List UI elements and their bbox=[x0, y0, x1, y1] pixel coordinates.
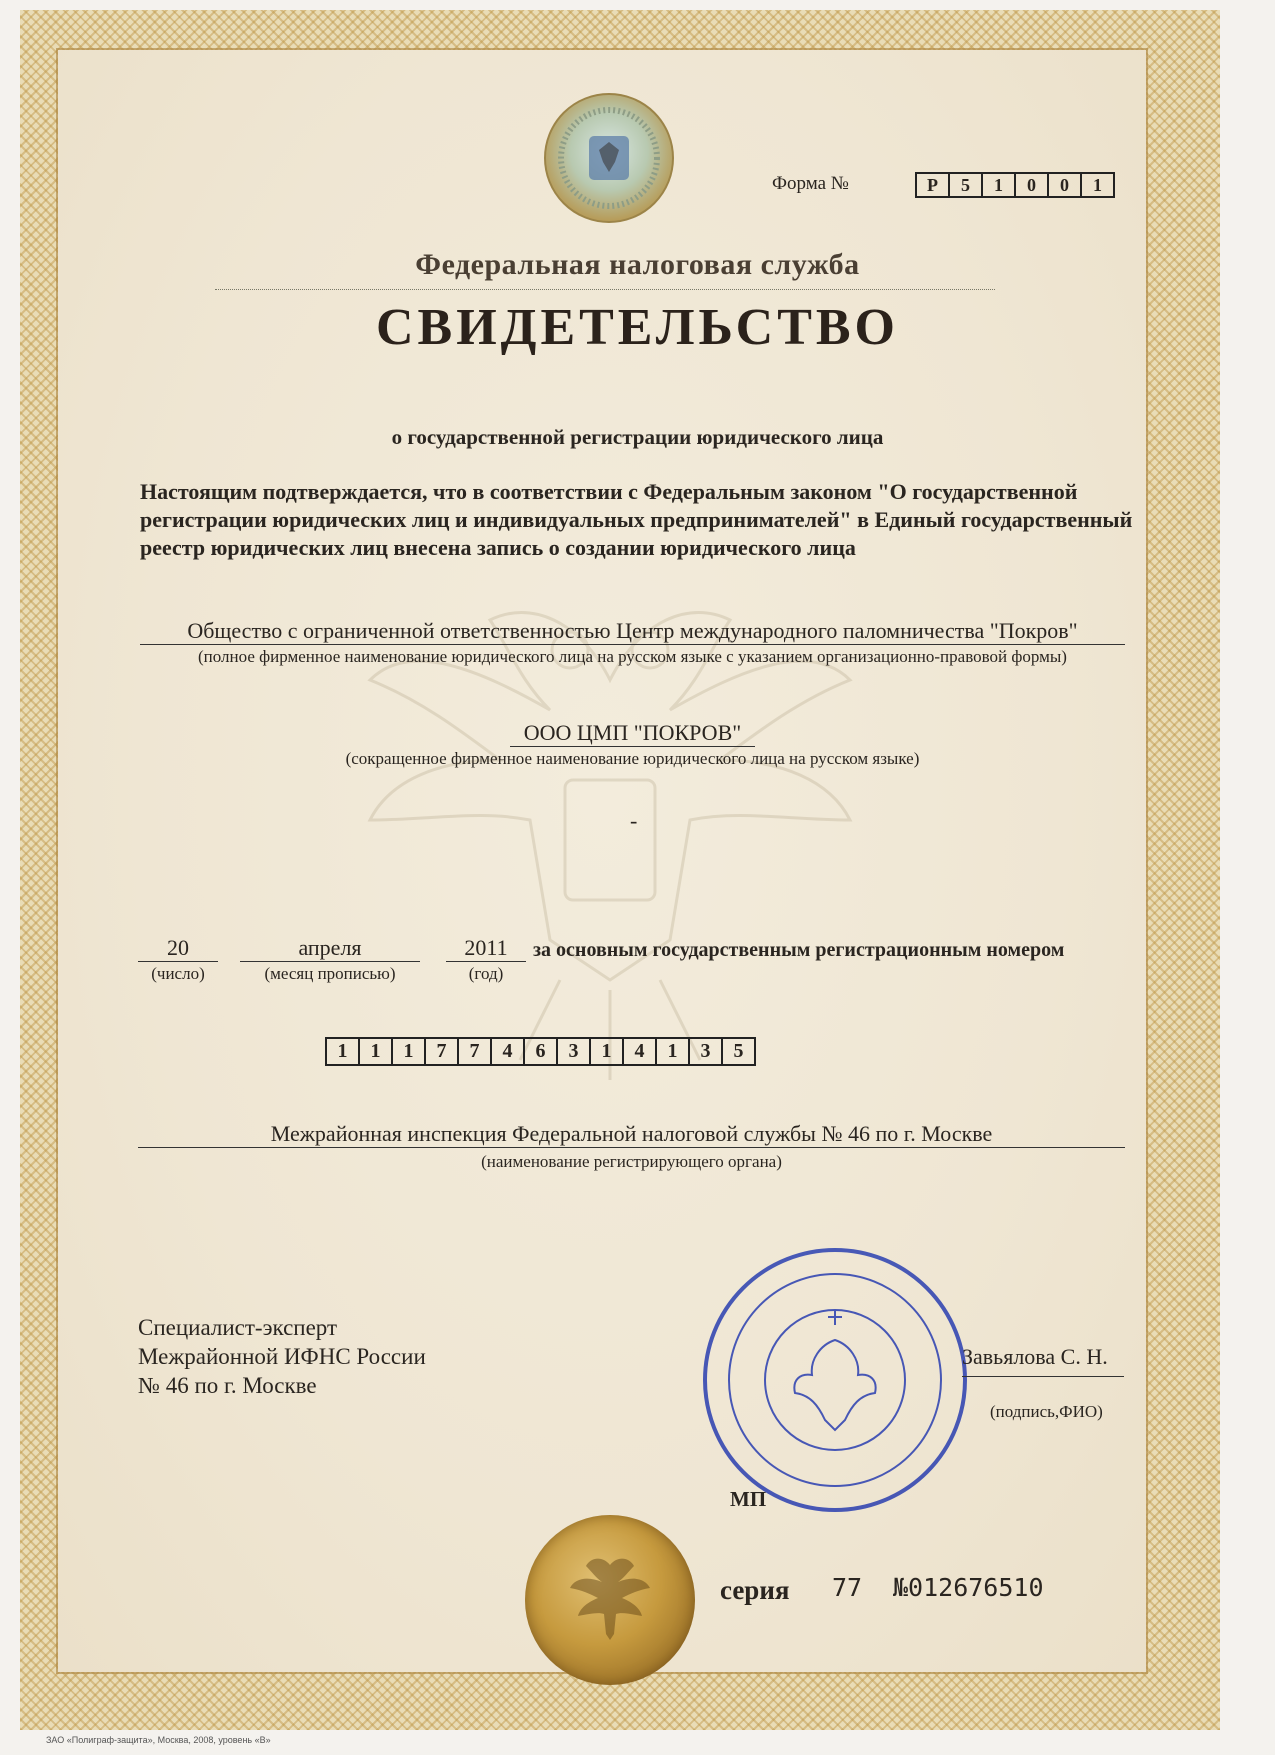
form-code-boxes bbox=[915, 172, 1115, 198]
year-caption: (год) bbox=[468, 964, 504, 983]
official-stamp-icon bbox=[700, 1245, 970, 1515]
registration-year: 2011 bbox=[446, 935, 526, 962]
signer-line-1: Специалист-эксперт bbox=[138, 1315, 338, 1340]
full-name-caption: (полное фирменное наименование юридического лица на русском языке с указанием организационно-правовой формы) bbox=[198, 647, 1067, 666]
printer-imprint: ЗАО «Полиграф-защита», Москва, 2008, уровень «В» bbox=[46, 1735, 271, 1745]
form-code-cell: 1 bbox=[1080, 174, 1113, 196]
ogrn-digit: 6 bbox=[523, 1039, 556, 1064]
month-caption: (месяц прописью) bbox=[264, 964, 396, 983]
series-value: 77 bbox=[832, 1573, 863, 1602]
signature-line bbox=[962, 1376, 1124, 1377]
agency-title: Федеральная налоговая служба bbox=[415, 248, 860, 281]
ogrn-digit: 7 bbox=[424, 1039, 457, 1064]
ogrn-digit: 3 bbox=[688, 1039, 721, 1064]
form-code-cell: Р bbox=[927, 175, 938, 195]
short-company-name: ООО ЦМП "ПОКРОВ" bbox=[510, 720, 755, 747]
foreign-name-placeholder: - bbox=[630, 808, 638, 833]
series-label: серия bbox=[720, 1575, 790, 1605]
authority-caption: (наименование регистрирующего органа) bbox=[481, 1152, 782, 1171]
ogrn-digit: 7 bbox=[457, 1039, 490, 1064]
registration-phrase: за основным государственным регистрационным номером bbox=[533, 939, 1065, 961]
form-label: Форма № bbox=[772, 173, 849, 194]
signer-position bbox=[138, 1313, 426, 1400]
ogrn-digit: 4 bbox=[622, 1039, 655, 1064]
hologram-emblem-icon bbox=[543, 92, 675, 224]
signer-line-2: Межрайонной ИФНС России bbox=[138, 1344, 426, 1369]
dotted-divider bbox=[215, 289, 995, 290]
registration-month: апреля bbox=[240, 935, 420, 962]
gold-seal bbox=[525, 1515, 695, 1685]
ogrn-digit: 1 bbox=[391, 1039, 424, 1064]
full-company-name: Общество с ограниченной ответственностью Центр международного паломничества "Покров" bbox=[140, 618, 1125, 645]
ogrn-boxes bbox=[325, 1037, 756, 1066]
ogrn-digit: 5 bbox=[721, 1039, 754, 1064]
ogrn-digit: 4 bbox=[490, 1039, 523, 1064]
short-name-caption: (сокращенное фирменное наименование юридического лица на русском языке) bbox=[345, 749, 920, 768]
stamp-place-mark: МП bbox=[730, 1487, 767, 1511]
signature-caption: (подпись,ФИО) bbox=[990, 1402, 1103, 1421]
form-code-cell: 1 bbox=[981, 174, 1014, 196]
form-code-cell: 0 bbox=[1014, 174, 1047, 196]
certificate-title: СВИДЕТЕЛЬСТВО bbox=[375, 299, 900, 356]
ogrn-digit: 1 bbox=[655, 1039, 688, 1064]
registration-day: 20 bbox=[138, 935, 218, 962]
certificate-subtitle: о государственной регистрации юридического лица bbox=[391, 425, 884, 449]
lead-paragraph: Настоящим подтверждается, что в соответствии с Федеральным законом "О государственной регистрации юридических лиц и индивидуальных предпринимателей" в Единый государственный реестр юридических лиц внесена запись о создании юридического лица bbox=[140, 479, 1133, 560]
signer-name: Завьялова С. Н. bbox=[962, 1344, 1108, 1369]
form-code-cell: 0 bbox=[1047, 174, 1080, 196]
registering-authority: Межрайонная инспекция Федеральной налоговой службы № 46 по г. Москве bbox=[138, 1121, 1125, 1148]
ogrn-digit: 3 bbox=[556, 1039, 589, 1064]
ogrn-digit: 1 bbox=[358, 1039, 391, 1064]
ogrn-digit: 1 bbox=[337, 1040, 348, 1062]
form-code-cell: 5 bbox=[948, 174, 981, 196]
serial-number: №012676510 bbox=[893, 1573, 1044, 1602]
signer-line-3: № 46 по г. Москве bbox=[138, 1373, 317, 1398]
ogrn-digit: 1 bbox=[589, 1039, 622, 1064]
day-caption: (число) bbox=[151, 964, 205, 983]
eagle-emblem-icon bbox=[560, 1550, 660, 1650]
